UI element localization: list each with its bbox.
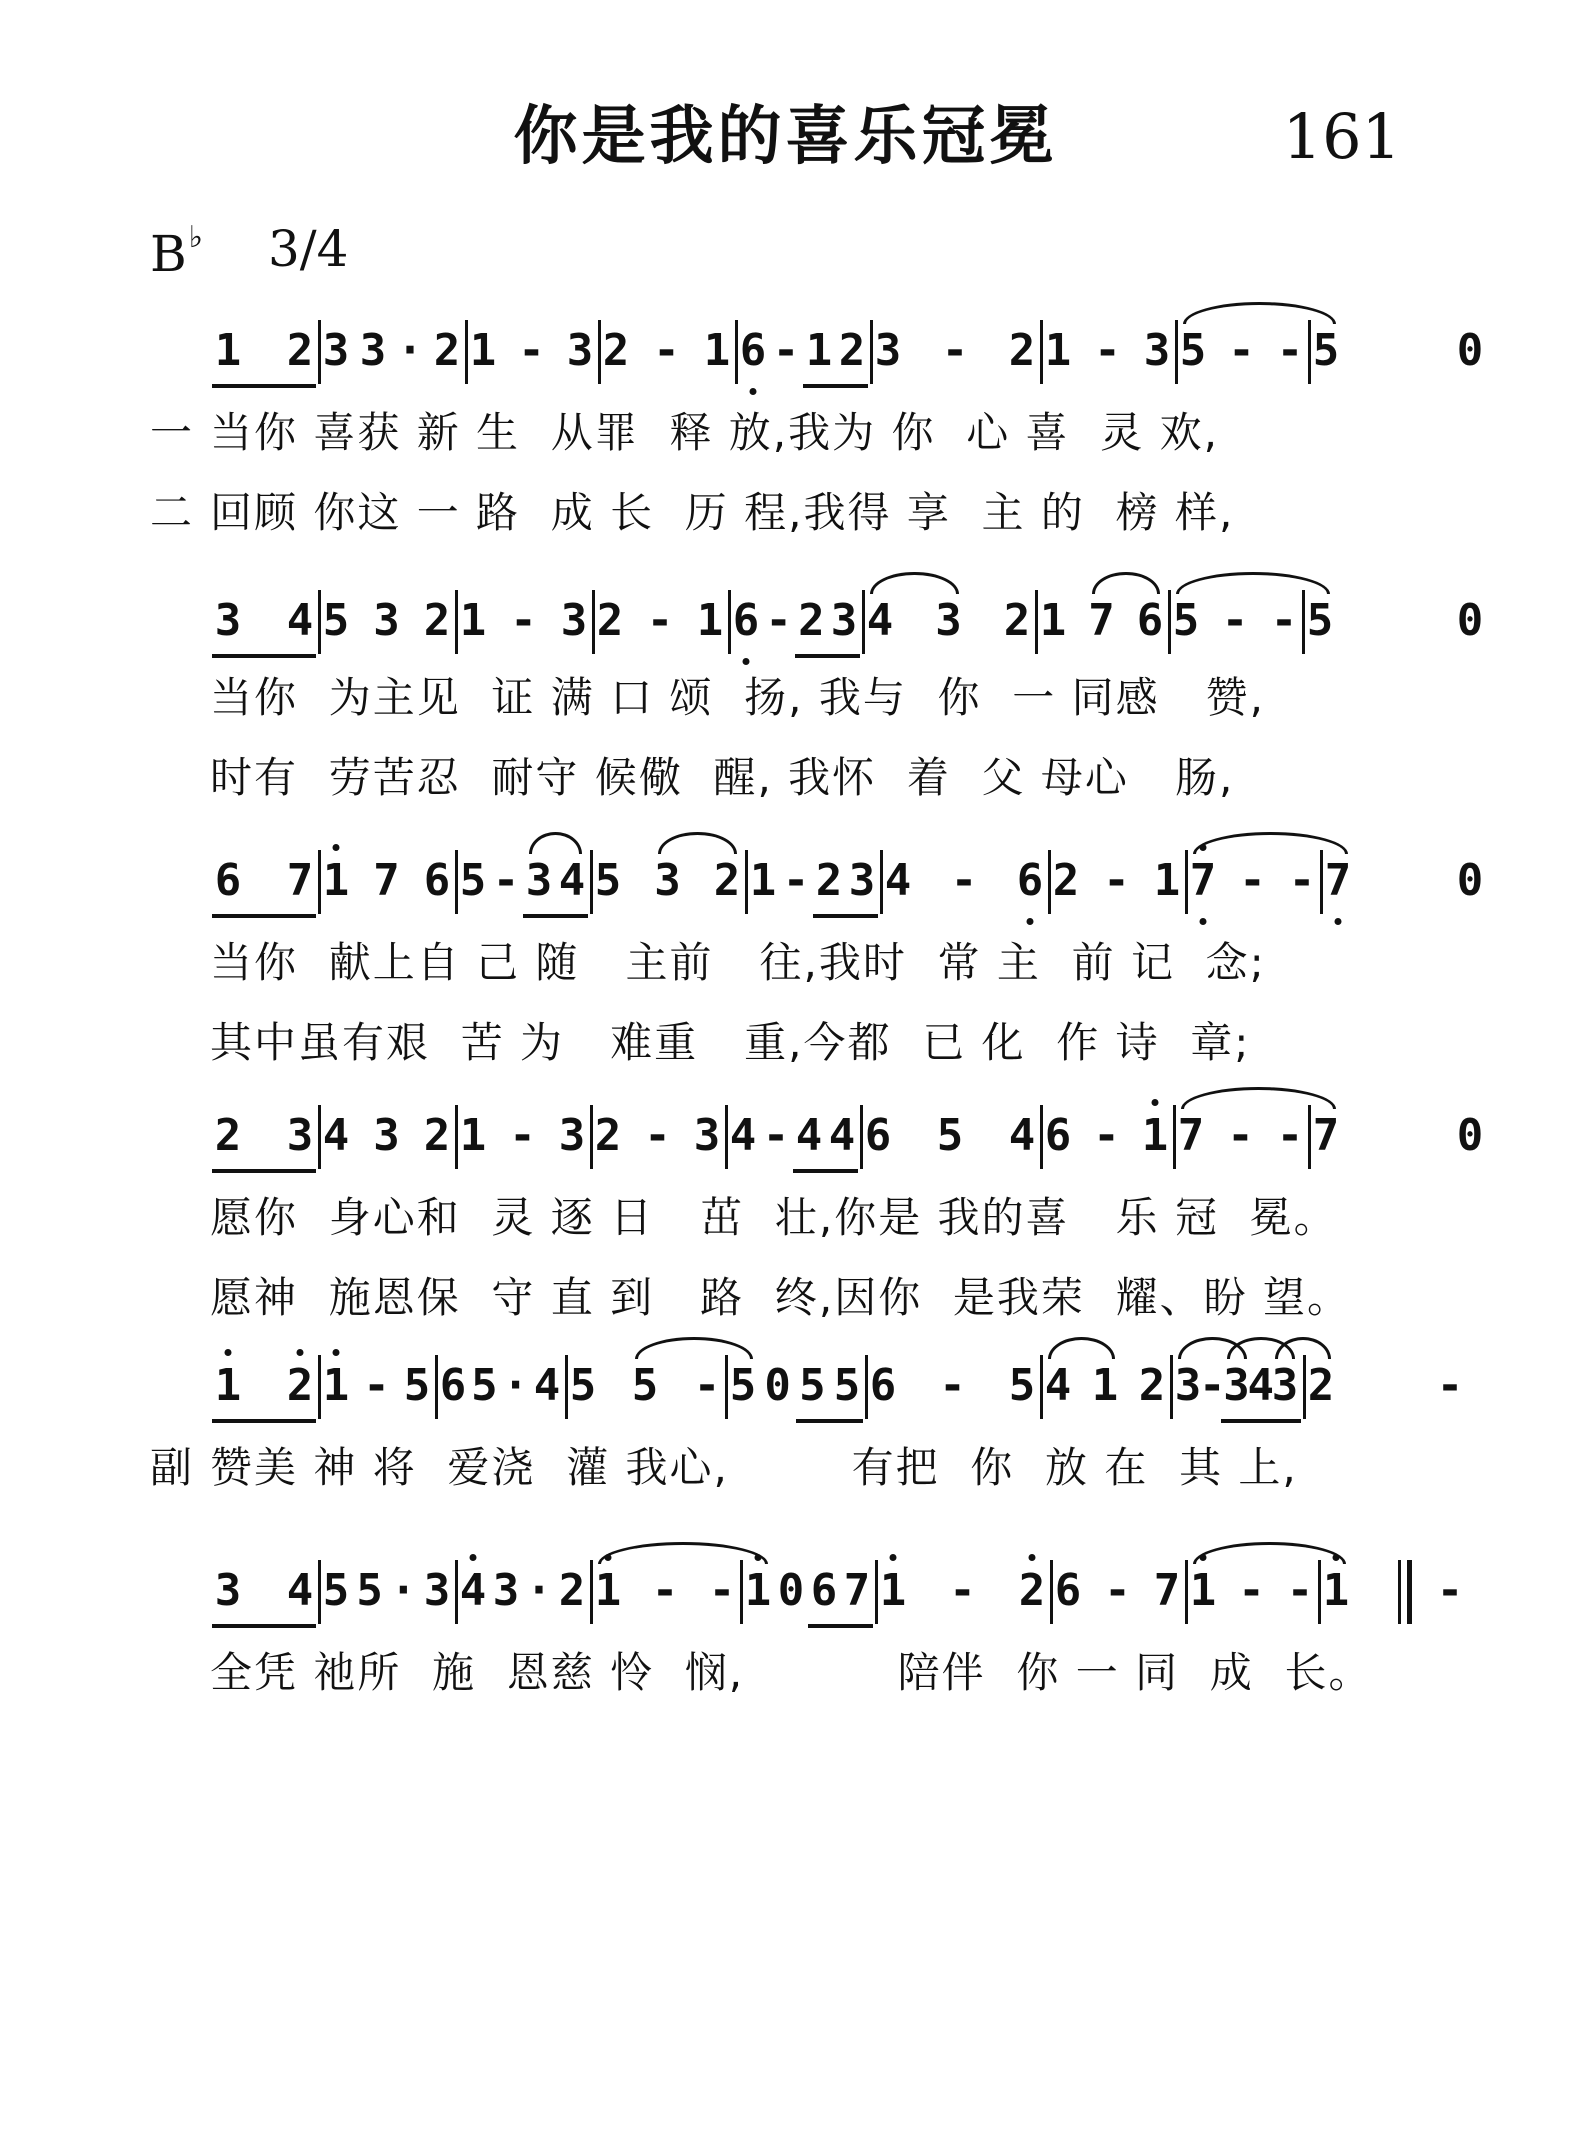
- dash-mark: -: [941, 325, 969, 376]
- octave-up-dot: [297, 1349, 304, 1356]
- beam-underline: [795, 654, 860, 658]
- note: 4: [533, 1360, 561, 1411]
- slur-arc: [658, 832, 738, 854]
- chorus-label: 副: [150, 1443, 193, 1492]
- barline: [565, 1355, 568, 1419]
- note: 5: [936, 1110, 964, 1161]
- barline: [1050, 1560, 1053, 1624]
- octave-up-dot: [470, 1554, 477, 1561]
- barline: [880, 850, 883, 914]
- barline: [1308, 1105, 1311, 1169]
- slur-arc: [635, 1337, 753, 1359]
- note: 7: [1088, 595, 1115, 646]
- note: 1: [744, 1565, 772, 1616]
- barline: [598, 320, 601, 384]
- note: 3: [1223, 1360, 1250, 1411]
- beam-underline: [212, 384, 316, 388]
- barline: [1175, 320, 1178, 384]
- dash-mark: -: [363, 1360, 390, 1411]
- note: 4: [1008, 1110, 1036, 1161]
- dot-mark: ·: [396, 325, 424, 376]
- note: 3: [214, 1565, 242, 1616]
- octave-down-dot: [750, 388, 757, 395]
- note: 3: [286, 1110, 314, 1161]
- notation-line: [0, 320, 1571, 400]
- lyric-line: 赞美 神 将 爱浇 灌 我心, 有把 你 放 在 其 上,: [210, 1443, 1298, 1492]
- barline: [1040, 320, 1043, 384]
- note: 2: [798, 595, 825, 646]
- barline: [455, 1105, 458, 1169]
- octave-up-dot: [1029, 1554, 1036, 1561]
- dash-mark: -: [1104, 1565, 1131, 1616]
- note: 3: [214, 595, 242, 646]
- beam-underline: [212, 1169, 316, 1173]
- slur-arc: [1176, 572, 1330, 594]
- octave-up-dot: [755, 1554, 762, 1561]
- note: 6: [810, 1565, 838, 1616]
- note: 7: [373, 855, 400, 906]
- octave-down-dot: [1200, 918, 1207, 925]
- note: 5: [1312, 325, 1340, 376]
- note: 5: [322, 1565, 350, 1616]
- note: 5: [594, 855, 622, 906]
- octave-up-dot: [1200, 844, 1207, 851]
- barline: [455, 1560, 458, 1624]
- note: 1: [594, 1565, 622, 1616]
- note: 3: [1174, 1360, 1202, 1411]
- note: 1: [1141, 1110, 1169, 1161]
- note: 2: [1052, 855, 1080, 906]
- hymn-title: 你是我的喜乐冠冕: [513, 99, 1058, 174]
- final-barline: [1398, 1560, 1412, 1624]
- dash-mark: -: [762, 1110, 790, 1161]
- note: 4: [828, 1110, 856, 1161]
- note: 5: [833, 1360, 861, 1411]
- lyric-line: 当你 为主见 证 满 口 颂 扬, 我与 你 一 同感 赞,: [210, 673, 1266, 722]
- time-signature: 3/4: [268, 220, 349, 278]
- note: 1: [322, 855, 350, 906]
- note: 2: [1018, 1565, 1046, 1616]
- barline: [318, 1105, 321, 1169]
- note: 7: [1189, 855, 1217, 906]
- note: 5: [1008, 1360, 1036, 1411]
- note: 1: [322, 1360, 350, 1411]
- dash-mark: -: [950, 855, 978, 906]
- note: 2: [713, 855, 741, 906]
- note: 5: [459, 855, 487, 906]
- note: 0: [1456, 595, 1484, 646]
- dash-mark: -: [1436, 1565, 1464, 1616]
- dash-mark: -: [1288, 855, 1316, 906]
- note: 5: [1306, 595, 1334, 646]
- note: 4: [1044, 1360, 1072, 1411]
- dash-mark: -: [782, 855, 810, 906]
- barline: [318, 850, 321, 914]
- beam-underline: [793, 1169, 858, 1173]
- beam-underline: [212, 914, 316, 918]
- note: 5: [471, 1360, 498, 1411]
- lyric-line: 时有 劳苦忍 耐守 候儆 醒, 我怀 着 父 母心 肠,: [210, 753, 1235, 802]
- dash-mark: -: [644, 1110, 671, 1161]
- barline: [318, 590, 321, 654]
- barline: [1048, 850, 1051, 914]
- beam-underline: [523, 914, 588, 918]
- verse-label: 一: [150, 408, 193, 457]
- note: 4: [459, 1565, 487, 1616]
- barline: [590, 1105, 593, 1169]
- note: 3: [654, 855, 681, 906]
- note: 6: [869, 1360, 897, 1411]
- octave-down-dot: [1335, 918, 1342, 925]
- note: 3: [848, 855, 876, 906]
- dash-mark: -: [1286, 1565, 1314, 1616]
- note: 1: [1091, 1360, 1119, 1411]
- beam-underline: [1221, 1419, 1302, 1423]
- note: 2: [1008, 325, 1036, 376]
- beam-underline: [212, 1624, 316, 1628]
- note: 1: [879, 1565, 907, 1616]
- slur-arc: [598, 1542, 768, 1564]
- note: 5: [1172, 595, 1200, 646]
- barline: [865, 1355, 868, 1419]
- note: 3: [359, 325, 387, 376]
- barline: [592, 590, 595, 654]
- note: 7: [1324, 855, 1352, 906]
- dash-mark: -: [1227, 1110, 1254, 1161]
- key-letter: B: [150, 225, 187, 283]
- barline: [1168, 590, 1171, 654]
- note: 5: [356, 1565, 383, 1616]
- note: 2: [1138, 1360, 1166, 1411]
- note: 7: [1153, 1565, 1181, 1616]
- note: 0: [777, 1565, 805, 1616]
- note: 3: [935, 595, 962, 646]
- note: 2: [1307, 1360, 1335, 1411]
- note: 7: [286, 855, 314, 906]
- dash-mark: -: [1103, 855, 1130, 906]
- barline: [875, 1560, 878, 1624]
- dash-mark: -: [765, 595, 792, 646]
- note: 3: [830, 595, 858, 646]
- dash-mark: -: [510, 595, 537, 646]
- note: 6: [1016, 855, 1044, 906]
- dash-mark: -: [1276, 325, 1304, 376]
- beam-underline: [808, 1624, 873, 1628]
- barline: [465, 320, 468, 384]
- note: 5: [322, 595, 350, 646]
- slur-arc: [1275, 1337, 1331, 1359]
- note: 2: [602, 325, 630, 376]
- note: 6: [214, 855, 242, 906]
- note: 2: [838, 325, 866, 376]
- note: 3: [322, 325, 350, 376]
- barline: [1173, 1105, 1176, 1169]
- note: 5: [403, 1360, 431, 1411]
- note: 2: [423, 595, 451, 646]
- slur-arc: [870, 572, 959, 594]
- dash-mark: -: [693, 1360, 721, 1411]
- note: 4: [729, 1110, 757, 1161]
- notation-line: [0, 1560, 1571, 1640]
- barline: [735, 320, 738, 384]
- dash-mark: -: [1436, 1360, 1464, 1411]
- note: 1: [469, 325, 497, 376]
- slur-arc: [1193, 832, 1348, 854]
- note: 4: [884, 855, 912, 906]
- key-signature: [150, 220, 203, 283]
- note: 5: [631, 1360, 659, 1411]
- note: 4: [286, 595, 314, 646]
- note: 0: [1456, 1110, 1484, 1161]
- note: 6: [439, 1360, 467, 1411]
- barline: [455, 850, 458, 914]
- note: 3: [693, 1110, 721, 1161]
- barline: [590, 1560, 593, 1624]
- barline: [740, 1560, 743, 1624]
- slur-arc: [1092, 572, 1161, 594]
- octave-up-dot: [605, 1554, 612, 1561]
- barline: [1035, 590, 1038, 654]
- note: 3: [566, 325, 594, 376]
- barline: [745, 850, 748, 914]
- dash-mark: -: [651, 1565, 679, 1616]
- barline: [1303, 1355, 1306, 1419]
- dot-mark: ·: [390, 1565, 417, 1616]
- dash-mark: -: [1221, 595, 1249, 646]
- note: 6: [1044, 1110, 1072, 1161]
- note: 1: [1153, 855, 1181, 906]
- octave-up-dot: [890, 1554, 897, 1561]
- note: 3: [373, 595, 400, 646]
- barline: [870, 320, 873, 384]
- note: 1: [1322, 1565, 1350, 1616]
- hymn-number: 161: [1282, 100, 1401, 173]
- slur-arc: [1048, 1337, 1115, 1359]
- note: 1: [1039, 595, 1067, 646]
- note: 1: [696, 595, 724, 646]
- octave-up-dot: [333, 1349, 340, 1356]
- note: 2: [558, 1565, 586, 1616]
- note: 4: [322, 1110, 350, 1161]
- note: 2: [423, 1110, 451, 1161]
- barline: [1185, 1560, 1188, 1624]
- barline: [1040, 1105, 1043, 1169]
- dash-mark: -: [518, 325, 545, 376]
- dash-mark: -: [492, 855, 520, 906]
- dot-mark: ·: [525, 1565, 553, 1616]
- note: 0: [764, 1360, 791, 1411]
- note: 5: [799, 1360, 826, 1411]
- beam-underline: [803, 384, 868, 388]
- note: 3: [874, 325, 902, 376]
- octave-down-dot: [1027, 918, 1034, 925]
- note: 0: [1456, 855, 1484, 906]
- slur-arc: [1193, 1542, 1346, 1564]
- notation-line: [0, 1355, 1571, 1435]
- lyric-line: 其中虽有艰 苦 为 难重 重,今都 已 化 作 诗 章;: [210, 1018, 1251, 1067]
- barline: [862, 590, 865, 654]
- dash-mark: -: [1093, 1110, 1120, 1161]
- note: 5: [569, 1360, 597, 1411]
- barline: [590, 850, 593, 914]
- dash-mark: -: [509, 1110, 536, 1161]
- note: 2: [594, 1110, 622, 1161]
- dot-mark: ·: [502, 1360, 529, 1411]
- barline: [725, 1355, 728, 1419]
- dash-mark: -: [1270, 595, 1298, 646]
- note: 3: [558, 1110, 586, 1161]
- barline: [435, 1355, 438, 1419]
- dash-mark: -: [1239, 855, 1266, 906]
- barline: [1318, 1560, 1321, 1624]
- octave-down-dot: [743, 658, 750, 665]
- beam-underline: [796, 1419, 863, 1423]
- note: 5: [729, 1360, 757, 1411]
- note: 1: [214, 325, 242, 376]
- dash-mark: -: [646, 595, 674, 646]
- note: 2: [596, 595, 624, 646]
- lyric-line: 当你 喜获 新 生 从罪 释 放,我为 你 心 喜 灵 欢,: [210, 408, 1219, 457]
- dash-mark: -: [1276, 1110, 1304, 1161]
- note: 6: [423, 855, 451, 906]
- note: 6: [1136, 595, 1164, 646]
- lyric-line: 当你 献上自 己 随 主前 往,我时 常 主 前 记 念;: [210, 938, 1266, 987]
- dash-mark: -: [949, 1565, 976, 1616]
- flat-symbol: ♭: [188, 220, 203, 255]
- note: 3: [525, 855, 553, 906]
- beam-underline: [813, 914, 878, 918]
- note: 1: [703, 325, 731, 376]
- barline: [1308, 320, 1311, 384]
- note: 3: [560, 595, 588, 646]
- note: 1: [1189, 1565, 1217, 1616]
- note: 3: [373, 1110, 400, 1161]
- note: 1: [459, 595, 487, 646]
- barline: [1320, 850, 1323, 914]
- note: 7: [843, 1565, 871, 1616]
- barline: [725, 1105, 728, 1169]
- note: 6: [864, 1110, 892, 1161]
- note: 5: [1179, 325, 1207, 376]
- slur-arc: [1181, 1087, 1336, 1109]
- verse-label: 二: [150, 488, 193, 537]
- octave-up-dot: [333, 844, 340, 851]
- octave-up-dot: [225, 1349, 232, 1356]
- note: 2: [214, 1110, 242, 1161]
- lyric-line: 愿你 身心和 灵 逐 日 茁 壮,你是 我的喜 乐 冠 冕。: [210, 1193, 1338, 1242]
- note: 1: [214, 1360, 242, 1411]
- octave-up-dot: [1333, 1554, 1340, 1561]
- note: 4: [795, 1110, 823, 1161]
- notation-line: [0, 850, 1571, 930]
- note: 4: [866, 595, 894, 646]
- note: 6: [732, 595, 760, 646]
- note: 4: [558, 855, 586, 906]
- note: 6: [739, 325, 767, 376]
- barline: [318, 1355, 321, 1419]
- note: 2: [815, 855, 843, 906]
- beam-underline: [212, 654, 316, 658]
- barline: [860, 1105, 863, 1169]
- dash-mark: -: [1228, 325, 1255, 376]
- lyric-line: 愿神 施恩保 守 直 到 路 终,因你 是我荣 耀、盼 望。: [210, 1273, 1351, 1322]
- barline: [1040, 1355, 1043, 1419]
- octave-up-dot: [1200, 1554, 1207, 1561]
- barline: [1185, 850, 1188, 914]
- note: 7: [1177, 1110, 1205, 1161]
- notation-line: [0, 1105, 1571, 1185]
- dash-mark: -: [1238, 1565, 1265, 1616]
- note: 4: [1247, 1360, 1274, 1411]
- note: 1: [459, 1110, 487, 1161]
- note: 4: [286, 1565, 314, 1616]
- dash-mark: -: [772, 325, 800, 376]
- note: 3: [492, 1565, 520, 1616]
- barline: [318, 1560, 321, 1624]
- dash-mark: -: [1094, 325, 1121, 376]
- dash-mark: -: [939, 1360, 966, 1411]
- barline: [455, 590, 458, 654]
- note: 3: [1271, 1360, 1299, 1411]
- note: 0: [1456, 325, 1484, 376]
- note: 2: [1003, 595, 1031, 646]
- lyric-line: 全凭 祂所 施 恩慈 怜 悯, 陪伴 你 一 同 成 长。: [210, 1648, 1373, 1697]
- dash-mark: -: [653, 325, 680, 376]
- barline: [1302, 590, 1305, 654]
- beam-underline: [212, 1419, 316, 1423]
- note: 2: [286, 1360, 314, 1411]
- notation-line: [0, 590, 1571, 670]
- note: 6: [1054, 1565, 1082, 1616]
- note: 3: [423, 1565, 451, 1616]
- note: 2: [286, 325, 314, 376]
- note: 1: [749, 855, 777, 906]
- note: 7: [1312, 1110, 1340, 1161]
- note: 3: [1143, 325, 1171, 376]
- dash-mark: -: [708, 1565, 736, 1616]
- barline: [1170, 1355, 1173, 1419]
- lyric-line: 回顾 你这 一 路 成 长 历 程,我得 享 主 的 榜 样,: [210, 488, 1235, 537]
- barline: [728, 590, 731, 654]
- slur-arc: [1183, 302, 1336, 324]
- octave-up-dot: [1152, 1099, 1159, 1106]
- slur-arc: [529, 832, 582, 854]
- barline: [318, 320, 321, 384]
- dash-mark: -: [1199, 1360, 1226, 1411]
- note: 1: [805, 325, 833, 376]
- note: 2: [433, 325, 461, 376]
- note: 1: [1044, 325, 1072, 376]
